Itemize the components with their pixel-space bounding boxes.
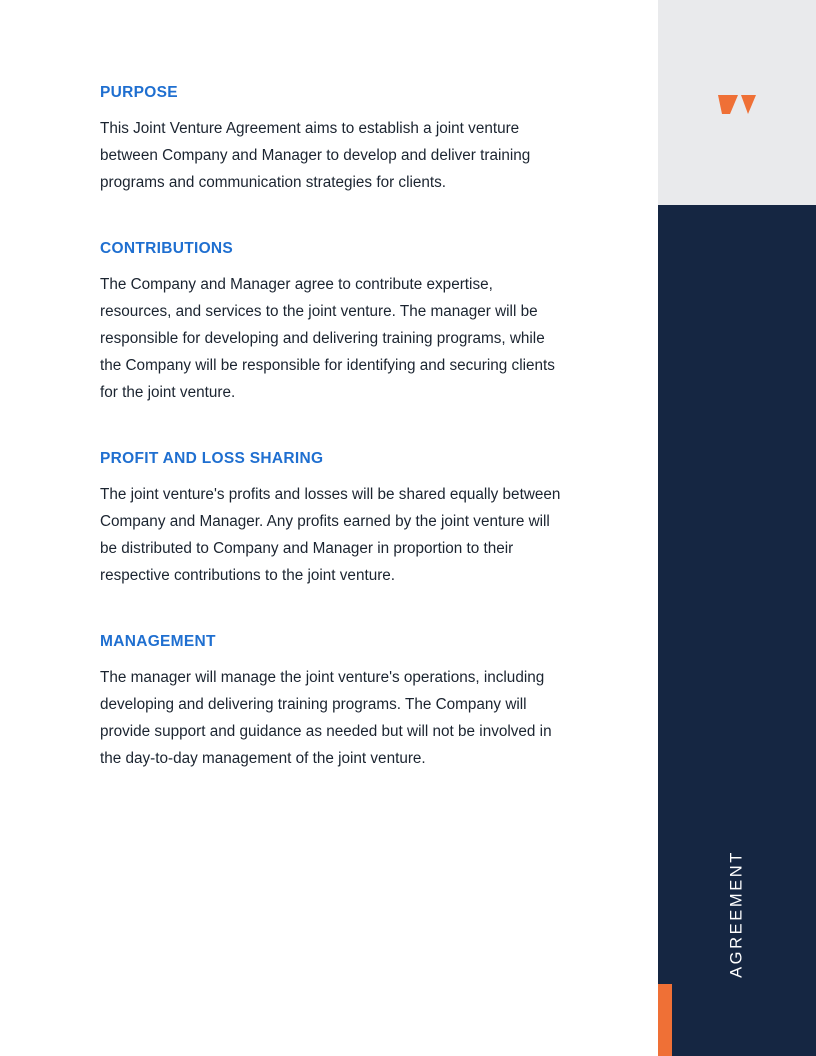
rail-logo-panel xyxy=(658,0,816,205)
rail-accent-bar xyxy=(658,984,672,1056)
section-purpose xyxy=(100,84,566,196)
section-paragraph: The manager will manage the joint venture's operations, including developing and delivering training programs. The Company will provide support and guidance as needed but will not be involved in the day-to-day management of the joint venture. xyxy=(100,669,552,767)
section-management xyxy=(100,633,566,772)
section-title: MANAGEMENT xyxy=(100,633,216,650)
rail-dark-panel xyxy=(658,205,816,1056)
section-paragraph: The joint venture's profits and losses will be shared equally between Company and Manager. Any profits earned by the joint venture will be distributed to Company and Manager in proportion to their respective contributions to the joint venture. xyxy=(100,486,561,584)
triangle-arrow-logo-icon xyxy=(718,92,756,118)
rail-vertical-label: AGREEMENT xyxy=(727,850,746,978)
section-contributions xyxy=(100,240,566,406)
section-title: PURPOSE xyxy=(100,84,178,101)
section-profit-and-loss-sharing xyxy=(100,450,566,589)
section-title: CONTRIBUTIONS xyxy=(100,240,234,257)
section-title: PROFIT AND LOSS SHARING xyxy=(100,450,324,467)
side-rail xyxy=(658,0,816,1056)
section-paragraph: The Company and Manager agree to contribute expertise, resources, and services to the joint venture. The manager will be responsible for developing and delivering training programs, while the Company will be responsible for identifying and securing clients for the joint venture. xyxy=(100,276,555,401)
section-paragraph: This Joint Venture Agreement aims to establish a joint venture between Company and Manager to develop and deliver training programs and communication strategies for clients. xyxy=(100,120,531,191)
